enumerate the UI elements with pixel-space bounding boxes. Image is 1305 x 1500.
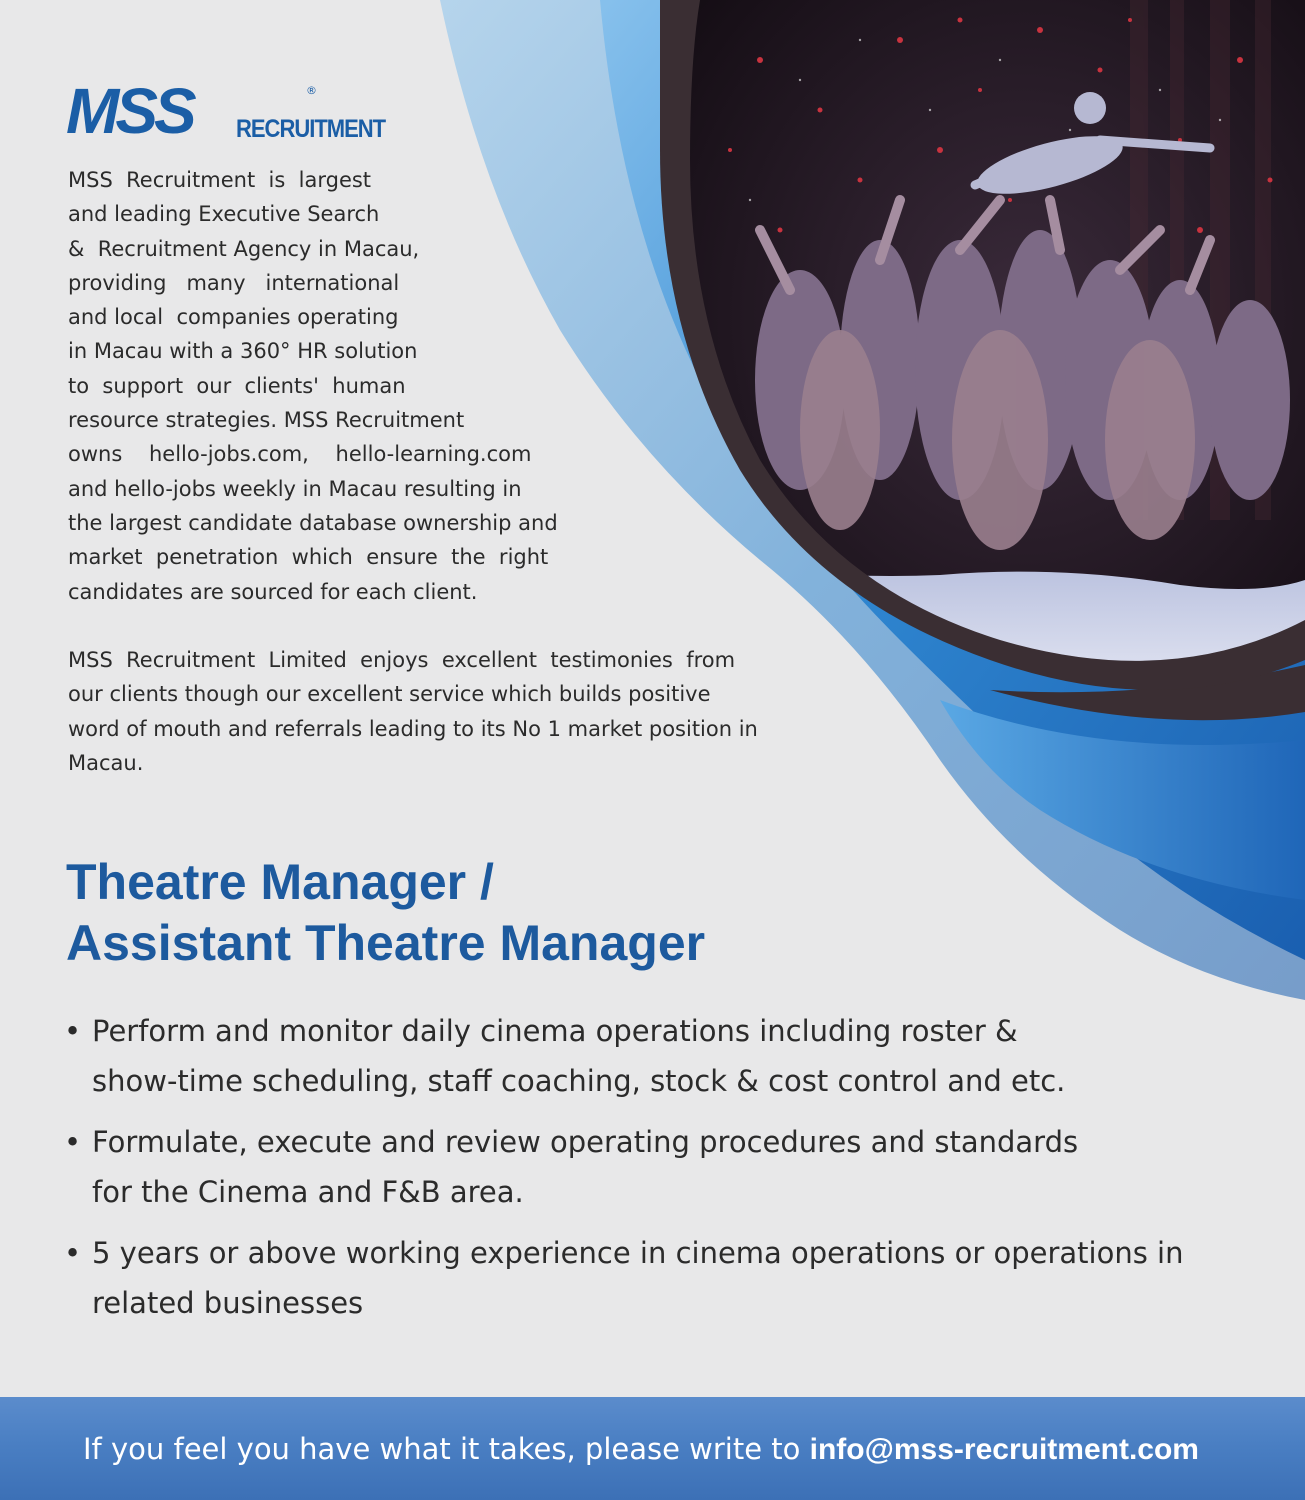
requirement-line: 5 years or above working experience in cinema operations or operations in [92, 1236, 1184, 1270]
job-title-line: Theatre Manager / [66, 854, 494, 910]
intro-line: owns hello-jobs.com, hello-learning.com [68, 442, 532, 467]
requirement-line: related businesses [92, 1286, 364, 1320]
requirement-item [64, 1117, 1244, 1217]
contact-email-link[interactable]: info@mss-recruitment.com [809, 1433, 1199, 1466]
intro-line: and leading Executive Search [68, 202, 380, 227]
job-title-line: Assistant Theatre Manager [66, 915, 706, 971]
testimonial-line: our clients though our excellent service which builds positive [68, 682, 711, 707]
company-intro [68, 163, 628, 609]
footer-message-text: If you feel you have what it takes, please write to [83, 1432, 810, 1466]
job-requirements-list [64, 1006, 1244, 1339]
intro-line: and local companies operating [68, 305, 399, 330]
intro-line: providing many international [68, 270, 400, 295]
intro-line: & Recruitment Agency in Macau, [68, 236, 420, 261]
intro-line: the largest candidate database ownership and [68, 510, 558, 535]
requirement-line: Formulate, execute and review operating procedures and standards [92, 1125, 1079, 1159]
job-title [66, 852, 866, 974]
testimonial-line: word of mouth and referrals leading to its No 1 market position in [68, 716, 758, 741]
testimonial-line: Macau. [68, 750, 144, 775]
intro-line: to support our clients' human [68, 373, 406, 398]
intro-line: in Macau with a 360° HR solution [68, 339, 418, 364]
logo-wordmark: RECRUITMENT [236, 114, 386, 143]
intro-line: candidates are sourced for each client. [68, 579, 478, 604]
registered-mark: ® [306, 84, 317, 97]
intro-line: resource strategies. MSS Recruitment [68, 408, 465, 433]
stage-performance-photo [680, 0, 1305, 700]
mss-recruitment-logo [66, 75, 396, 147]
testimonial-paragraph [68, 643, 848, 780]
logo-mark: MSS [66, 75, 193, 147]
intro-line: MSS Recruitment is largest [68, 168, 372, 192]
bullet-icon: • [64, 1236, 82, 1270]
requirement-line: show-time scheduling, staff coaching, stock & cost control and etc. [92, 1064, 1066, 1098]
requirement-line: Perform and monitor daily cinema operations including roster & [92, 1014, 1018, 1048]
bullet-icon: • [64, 1125, 82, 1159]
footer-message [83, 1429, 1199, 1470]
testimonial-line: MSS Recruitment Limited enjoys excellent testimonies from [68, 648, 736, 672]
requirement-item [64, 1228, 1244, 1328]
contact-footer [0, 1397, 1305, 1500]
intro-line: and hello-jobs weekly in Macau resulting in [68, 476, 522, 501]
bullet-icon: • [64, 1014, 82, 1048]
intro-line: market penetration which ensure the right [68, 545, 549, 570]
requirement-line: for the Cinema and F&B area. [92, 1175, 524, 1209]
requirement-item [64, 1006, 1244, 1106]
